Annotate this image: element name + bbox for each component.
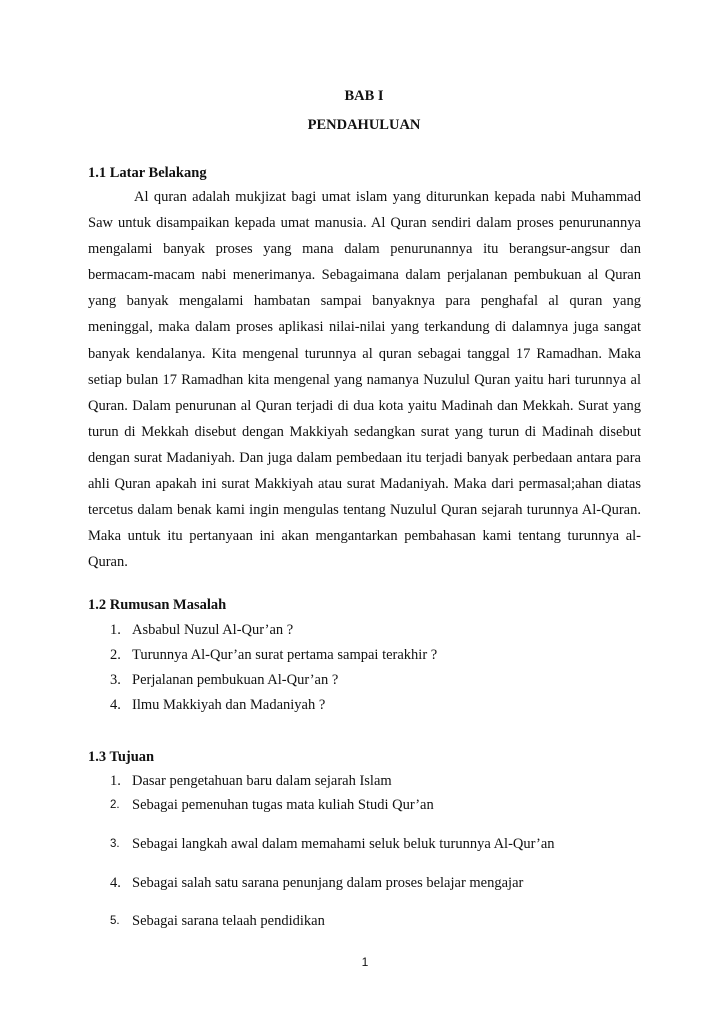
list-item-text: Sebagai salah satu sarana penunjang dalam proses belajar mengajar bbox=[132, 875, 524, 891]
list-item-number: 5. bbox=[110, 915, 120, 927]
list-item-number: 4. bbox=[110, 875, 121, 891]
list-item-text: Sebagai langkah awal dalam memahami seluk beluk turunnya Al-Qur’an bbox=[132, 836, 555, 852]
list-item-text: Ilmu Makkiyah dan Madaniyah ? bbox=[132, 697, 326, 713]
list-item-number: 3. bbox=[110, 838, 120, 850]
section-heading-latar-belakang: 1.1 Latar Belakang bbox=[88, 165, 207, 181]
list-item-number: 1. bbox=[110, 773, 121, 789]
list-item-number: 2. bbox=[110, 799, 120, 811]
list-item-text: Turunnya Al-Qur’an surat pertama sampai terakhir ? bbox=[132, 647, 438, 663]
page-number: 1 bbox=[361, 955, 369, 969]
section-heading-rumusan-masalah: 1.2 Rumusan Masalah bbox=[88, 597, 227, 613]
list-item-number: 3. bbox=[110, 672, 121, 688]
section-heading-tujuan: 1.3 Tujuan bbox=[88, 749, 155, 765]
latar-belakang-paragraph: Al quran adalah mukjizat bagi umat islam yang diturunkan kepada nabi Muhammad Saw untuk disampaikan kepada umat manusia. Al Quran sendiri dalam proses penurunannya mengalami banyak proses yang mana dalam penurunannya itu berangsur-angsur dan bermacam-macam nabi menerimanya. Sebagaimana dalam perjalanan pembukuan al Quran yang banyak mengalami hambatan sampai banyaknya para penghafal al quran yang meninggal, maka dalam proses aplikasi nilai-nilai yang terkandung di dalamnya juga sangat banyak kendalanya. Kita mengenal turunnya al quran sebagai tanggal 17 Ramadhan. Maka setiap bulan 17 Ramadhan kita mengenal yang namanya Nuzulul Quran yaitu hari turunnya al Quran. Dalam penurunan al Quran terjadi di dua kota yaitu Madinah dan Mekkah. Surat yang turun di Mekkah disebut dengan Makkiyah sedangkan surat yang turun di Madinah disebut dengan surat Madaniyah. Dan juga dalam pembedaan itu terjadi banyak perbedaan antara para ahli Quran apakah ini surat Makkiyah atau surat Madaniyah. Maka dari permasal;ahan diatas tercetus dalam benak kami ingin mengulas tentang Nuzulul Quran sejarah turunnya Al-Quran. Maka untuk itu pertanyaan ini akan mengantarkan pembahasan kami tentang turunnya al-Quran. bbox=[88, 189, 641, 571]
list-item-text: Sebagai sarana telaah pendidikan bbox=[132, 913, 325, 929]
chapter-number: BAB I bbox=[344, 88, 384, 104]
list-item-text: Dasar pengetahuan baru dalam sejarah Islam bbox=[132, 773, 392, 789]
list-item-number: 2. bbox=[110, 647, 121, 663]
chapter-title: PENDAHULUAN bbox=[307, 117, 421, 133]
list-item-text: Perjalanan pembukuan Al-Qur’an ? bbox=[132, 672, 339, 688]
list-item-number: 1. bbox=[110, 622, 121, 638]
list-item-number: 4. bbox=[110, 697, 121, 713]
list-item-text: Sebagai pemenuhan tugas mata kuliah Studi Qur’an bbox=[132, 797, 434, 813]
list-item-text: Asbabul Nuzul Al-Qur’an ? bbox=[132, 622, 294, 638]
